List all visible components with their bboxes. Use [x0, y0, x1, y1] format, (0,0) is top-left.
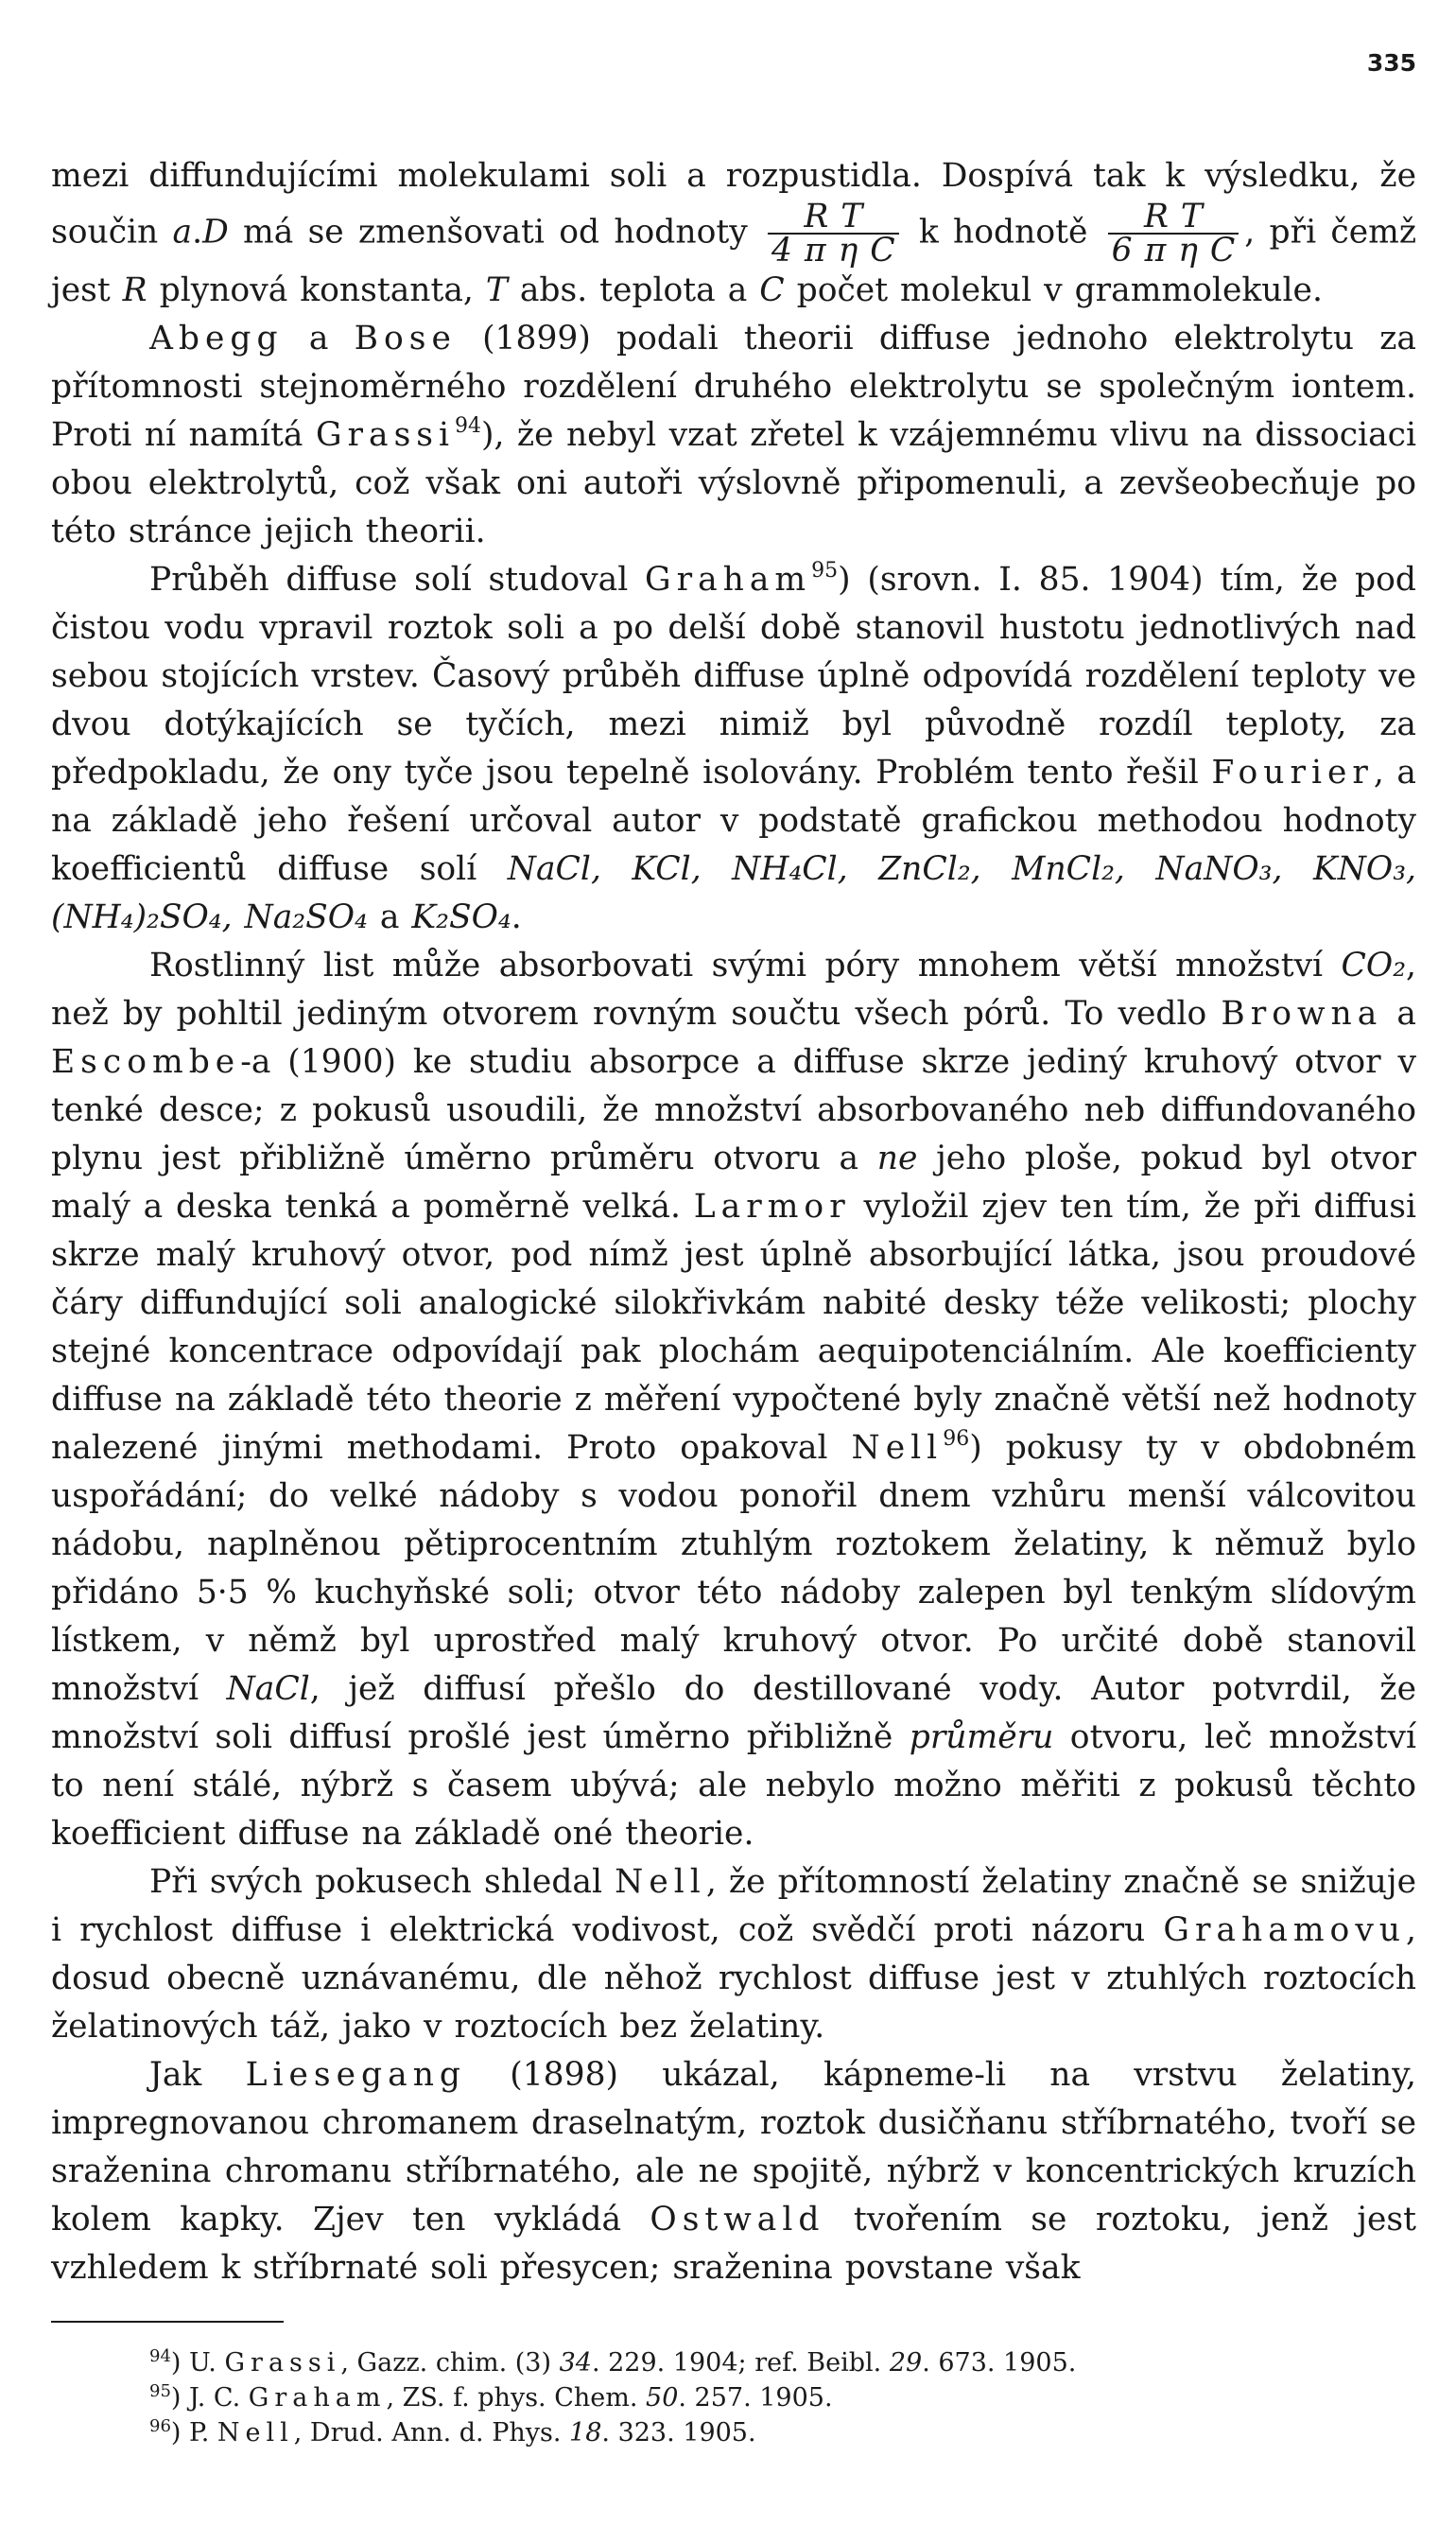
page-number: 335	[1366, 49, 1416, 77]
paragraph-1: mezi diffundujícími molekulami soli a rozpustidla. Dospívá tak k výsledku, že součin a.D má se zmenšovati od hodnoty $\frac{\text{R T}}{\text{4 π η C}}$ k hodnotě $\frac{\text{R T}}{\text{6 π η C}}$ , při čemž jest R plynová konstanta, T abs. teplota a C počet molekul v grammolekule.	[51, 157, 1417, 309]
paragraph-6: Jak Liesegang (1898) ukázal, kápneme-li na vrstvu želatiny, impregnovanou chromanem draselnatým, roztok dusičňanu stříbrnatého, tvoří se sraženina chromanu stříbrnatého, ale ne spojitě, nýbrž v koncentrických kruzích kolem kapky. Zjev ten vykládá Ostwald tvořením se roztoku, jenž jest vzhledem k stříbrnaté soli přesycen; sraženina povstane však	[51, 2056, 1416, 2287]
paragraph-5: Při svých pokusech shledal Nell, že přítomností želatiny značně se snižuje i rychlost diffuse i elektrická vodivost, což svědčí proti názoru Grahamovu, dosud obecně uznávanému, dle něhož rychlost diffuse jest v ztuhlých roztocích želatinových táž, jako v roztocích bez želatiny.	[51, 1863, 1416, 2046]
fraction-rt-6pietac: $\frac{\text{R T}}{\text{6 π η C}}$	[1108, 200, 1239, 267]
footnote-96: $^{96}$) P. Nell, Drud. Ann. d. Phys. 18. 323. 1905.	[149, 2416, 756, 2448]
footnote-ref-96: 96	[943, 1427, 970, 1451]
footnote-94: $^{94}$) U. Grassi, Gazz. chim. (3) 34. 229. 1904; ref. Beibl. 29. 673. 1905.	[149, 2346, 1077, 2378]
paragraph-2: Abegg a Bose (1899) podali theorii diffuse jednoho elektrolytu za přítomnosti stejnoměrného rozdělení druhého elektrolytu se společným iontem. Proti ní namítá Grassi$^{94}$), že nebyl vzat zřetel k vzájemnému vlivu na dissociaci obou elektrolytů, což však oni autoři výslovně připomenuli, a zevšeobecňuje po této stránce jejich theorii.	[51, 320, 1417, 550]
body-text	[51, 152, 1416, 2292]
footnote-divider	[51, 2321, 284, 2323]
footnote-95: $^{95}$) J. C. Graham, ZS. f. phys. Chem. 50. 257. 1905.	[149, 2381, 833, 2413]
footnote-ref-94: 94	[455, 414, 482, 438]
salt-formulas: NaCl, KCl, NH₄Cl, ZnCl₂, MnCl₂, NaNO₃, KNO₃, (NH₄)₂SO₄, Na₂SO₄	[51, 850, 1416, 936]
footnotes	[51, 2345, 1416, 2450]
footnote-ref-95: 95	[811, 559, 839, 583]
paragraph-3: Průběh diffuse solí studoval Graham$^{95}$) (srovn. I. 85. 1904) tím, že pod čistou vodu vpravil roztok soli a po delší době stanovil hustotu jednotlivých nad sebou stojících vrstev. Časový průběh diffuse úplně odpovídá rozdělení teploty ve dvou dotýkajících se tyčích, mezi nimiž byl původně rozdíl teploty, za předpokladu, že ony tyče jsou tepelně isolovány. Problém tento řešil Fourier, a na základě jeho řešení určoval autor v podstatě grafickou methodou hodnoty koefficientů diffuse solí NaCl, KCl, NH₄Cl, ZnCl₂, MnCl₂, NaNO₃, KNO₃, (NH₄)₂SO₄, Na₂SO₄ a K₂SO₄.	[51, 559, 1416, 936]
fraction-rt-4pietac: $\frac{\text{R T}}{\text{4 π η C}}$	[768, 200, 899, 267]
paragraph-4: Rostlinný list může absorbovati svými póry mnohem větší množství CO₂, než by pohltil jediným otvorem rovným součtu všech pórů. To vedlo Browna a Escombe-a (1900) ke studiu absorpce a diffuse skrze jediný kruhový otvor v tenké desce; z pokusů usoudili, že množství absorbovaného neb diffundovaného plynu jest přibližně úměrno průměru otvoru a ne jeho ploše, pokud byl otvor malý a deska tenká a poměrně velká. Larmor vyložil zjev ten tím, že při diffusi skrze malý kruhový otvor, pod nímž jest úplně absorbující látka, jsou proudové čáry diffundující soli analogické silokřivkám nabité desky téže velikosti; plochy stejné koncentrace odpovídají pak plochám aequipotenciálním. Ale koefficienty diffuse na základě této theorie z měření vypočtené byly značně větší než hodnoty nalezené jinými methodami. Proto opakoval Nell$^{96}$) pokusy ty v obdobném uspořádání; do velké nádoby s vodou ponořil dnem vzhůru menší válcovitou nádobu, naplněnou pětiprocentním ztuhlým roztokem želatiny, k němuž bylo přidáno 5·5 % kuchyňské soli; otvor této nádoby zalepen byl tenkým slídovým lístkem, v němž byl uprostřed malý kruhový otvor. Po určité době stanovil množství NaCl, jež diffusí přešlo do destillované vody. Autor potvrdil, že množství soli diffusí prošlé jest úměrno přibližně průměru otvoru, leč množství to není stálé, nýbrž s časem ubývá; ale nebylo možno měřiti z pokusů těchto koefficient diffuse na základě oné theorie.	[51, 947, 1416, 1853]
